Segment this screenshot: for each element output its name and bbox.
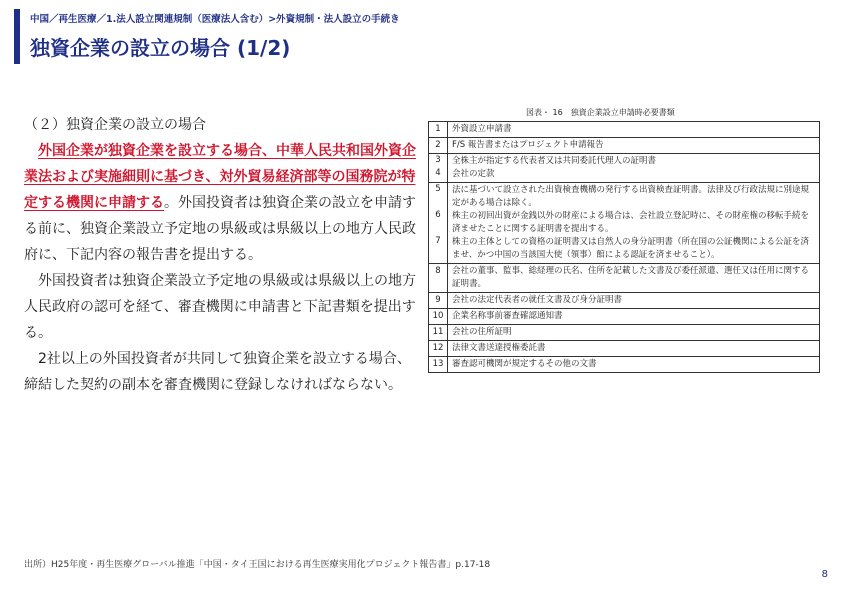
row-number: 3 [435,155,441,165]
row-text-group [448,183,820,264]
row-text: 外資設立申請書 [448,122,820,138]
page-title: 独資企業の設立の場合 (1/2) [30,36,291,60]
row-text: 会社の住所証明 [448,325,820,341]
row-number: 8 [429,264,448,293]
paragraph-3: 2社以上の外国投資者が共同して独資企業を設立する場合、締結した契約の副本を審査機関に登録しなければならない。 [24,351,411,393]
table-row [429,154,820,183]
row-number: 7 [435,236,441,246]
row-text: 全株主が指定する代表者又は共同委託代理人の証明書 [452,156,657,166]
row-number: 10 [429,309,448,325]
title-accent-bar [14,9,20,64]
required-documents-table [428,121,820,373]
table-row [429,122,820,138]
row-text: 会社の董事、監事、総経理の氏名、住所を記載した文書及び委任派遣、選任又は任用に関する証明書。 [448,264,820,293]
row-text: 審査認可機関が規定するその他の文書 [448,357,820,373]
table-row [429,357,820,373]
table-row [429,264,820,293]
row-number: 4 [435,168,441,178]
section-heading: （２）独資企業の設立の場合 [24,117,206,133]
table-row [429,309,820,325]
table-row [429,341,820,357]
row-number: 12 [429,341,448,357]
row-text: 法律文書送達授権委託書 [448,341,820,357]
row-number: 2 [429,138,448,154]
row-number: 9 [429,293,448,309]
body-text [24,112,416,398]
table-caption: 図表・ 16 独資企業設立申請時必要書類 [526,108,675,117]
page-number: 8 [821,569,828,580]
table-row [429,183,820,264]
row-text: 株主の初回出資が金銭以外の財産による場合は、会社設立登記時に、その財産権の移転手続を済ませたことに関する証明書を提出する。 [452,211,810,234]
table-row [429,138,820,154]
row-number-group [429,183,448,264]
paragraph-2: 外国投資者は独資企業設立予定地の県級或は県級以上の地方人民政府の認可を経て、審査機関に申請書と下記書類を提出する。 [24,273,416,341]
breadcrumb: 中国／再生医療／1.法人設立関連規制（医療法人含む）>外資規制・法人設立の手続き [30,14,400,25]
row-text: F/S 報告書またはプロジェクト申請報告 [448,138,820,154]
row-text-group [448,154,820,183]
row-number: 6 [435,210,441,220]
highlighted-text: 外国企業が独資企業を設立する場合、中華人民共和国外資企業法および実施細則に基づき、対外貿易経済部等の国務院が特定する機関に申請する [24,143,416,211]
row-number: 11 [429,325,448,341]
row-number: 1 [429,122,448,138]
row-text: 法に基づいて設立された出資検査機構の発行する出資検査証明書。法律及び行政法規に別途規定がある場合は除く。 [452,185,810,208]
table-row [429,325,820,341]
row-text: 会社の法定代表者の就任文書及び身分証明書 [448,293,820,309]
row-text: 株主の主体としての資格の証明書又は自然人の身分証明書（所在国の公証機関による公証を済ませ、かつ中国の当該国大使（領事）館による認証を済ませること）。 [452,237,810,260]
paragraph-1 [24,138,416,268]
row-number: 5 [435,184,441,194]
paragraph-1-rest: 。外国投資者は独資企業の設立を申請する前に、独資企業設立予定地の県級或は県級以上の地方人民政府に、下記内容の報告書を提出する。 [24,195,416,263]
row-text: 企業名称事前審査確認通知書 [448,309,820,325]
table-row [429,293,820,309]
source-citation: 出所）H25年度・再生医療グローバル推進「中国・タイ王国における再生医療実用化プロジェクト報告書」p.17-18 [24,560,491,570]
row-number-group [429,154,448,183]
row-text: 会社の定款 [452,169,495,179]
row-number: 13 [429,357,448,373]
